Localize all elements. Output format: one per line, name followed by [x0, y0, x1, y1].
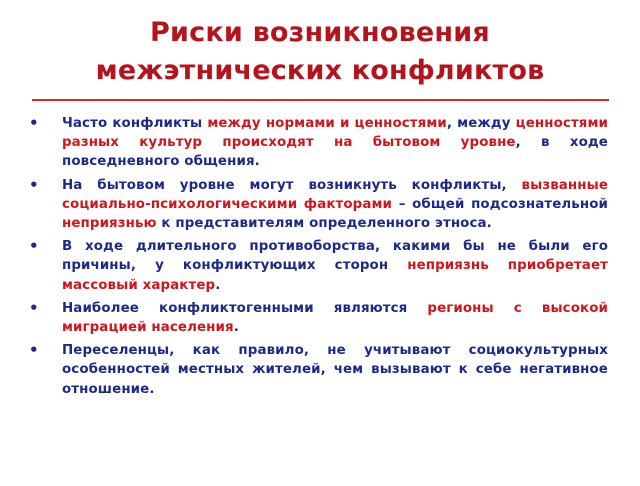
highlighted-text: вызванные социально-психологическими факторами [62, 177, 608, 212]
body-text: к представителям определенного этноса. [156, 216, 492, 232]
body-text: На бытовом уровне могут возникнуть конфликты, [62, 177, 522, 193]
bullet-item [26, 176, 608, 234]
highlighted-text: ценностями разных культур происходят на бытовом уровне [62, 116, 609, 151]
highlighted-text: неприязнью [62, 216, 157, 232]
bullet-list [26, 114, 608, 403]
bullet-text [62, 299, 608, 337]
body-text: , в ходе повседневного общения. [62, 135, 608, 170]
highlighted-text: неприязнь приобретает массовый характер [62, 258, 608, 293]
highlighted-text: регионы с высокой миграцией населения [62, 300, 608, 336]
bullet-dot-icon: • [29, 341, 39, 360]
bullet-item [26, 341, 608, 399]
bullet-dot-icon: • [29, 175, 39, 194]
bullet-item [26, 299, 608, 337]
slide-title [0, 14, 640, 90]
body-text: , между [446, 116, 516, 131]
body-text: . [233, 320, 239, 336]
bullet-item [26, 114, 608, 172]
bullet-dot-icon: • [29, 298, 39, 317]
body-text: Переселенцы, как правило, не учитывают социокультурных особенностей местных жителей, чем вызывают к себе негативное отношение. [62, 343, 608, 397]
bullet-text [62, 114, 608, 172]
bullet-text [62, 341, 608, 399]
body-text: – общей подсознательной [392, 196, 609, 212]
slide-title-line-2: межэтнических конфликтов [95, 55, 545, 86]
body-text: Часто конфликты [62, 116, 208, 131]
highlighted-text: между нормами и ценностями [207, 116, 447, 131]
title-divider [32, 99, 609, 101]
bullet-dot-icon: • [29, 237, 39, 256]
bullet-dot-icon: • [29, 114, 39, 132]
body-text: В ходе длительного противоборства, какими бы не были его причины, у конфликтующих сторон [62, 239, 608, 274]
body-text: . [215, 277, 221, 293]
slide-title-line-1: Риски возникновения [150, 17, 490, 48]
bullet-text [62, 176, 608, 234]
bullet-text [62, 237, 608, 295]
body-text: Наиболее конфликтогенными являются [62, 300, 428, 316]
bullet-item [26, 237, 608, 295]
